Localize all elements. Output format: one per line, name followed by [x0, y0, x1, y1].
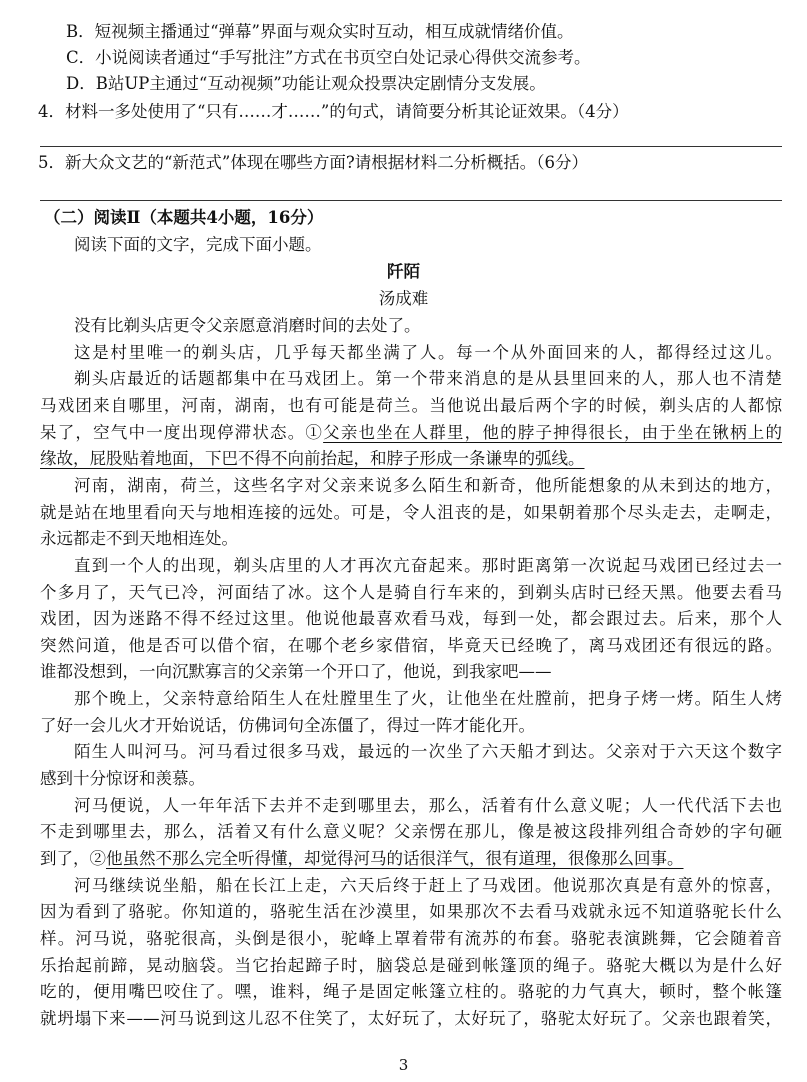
line-text: 陌生人叫河马。河马看过很多马戏，最远的一次坐了六天船才到达。父亲对于六天这个数字 — [74, 742, 782, 762]
article-line — [40, 900, 782, 924]
line-text: 永远都走不到天地相连处。 — [40, 529, 238, 549]
line-text: 因为看到了骆驼。你知道的，骆驼生活在沙漠里，如果那次不去看马戏就永远不知道骆驼长什么 — [40, 902, 782, 922]
article-line — [40, 714, 535, 738]
article-line — [40, 1007, 782, 1031]
article-line — [40, 927, 782, 951]
option-c: C．小说阅读者通过“手写批注”方式在书页空白处记录心得供交流参考。 — [66, 48, 591, 67]
article-line — [74, 474, 782, 498]
article-line — [40, 660, 552, 684]
line-text: 河马便说，人一年年活下去并不走到哪里去，那么，活着有什么意义呢；人一代代活下去也 — [74, 795, 782, 815]
article-line — [40, 421, 782, 445]
article-line — [40, 767, 205, 791]
line-text: 那个晚上，父亲特意给陌生人在灶膛里生了火，让他坐在灶膛前，把身子烤一烤。陌生人烤 — [74, 689, 782, 709]
option-d: D．B站UP主通过“互动视频”功能让观众投票决定剧情分支发展。 — [66, 74, 546, 93]
line-text: 直到一个人的出现，剃头店里的人才再次亢奋起来。那时距离第一次说起马戏团已经过去一 — [74, 555, 782, 575]
article-line — [74, 794, 782, 818]
article-line — [40, 447, 585, 471]
line-text: 个多月了，天气已冷，河面结了冰。这个人是骑自行车来的，到剃头店时已经天黑。他要去看马 — [40, 582, 782, 602]
line-text: 乐抬起前蹄，晃动脑袋。当它抬起蹄子时，脑袋总是碰到帐篷顶的绳子。骆驼大概以为是什么好 — [40, 955, 782, 975]
question-4: 4．材料一多处使用了“只有……才……”的句式，请简要分析其论证效果。（4分） — [38, 102, 629, 121]
page-number: 3 — [398, 1056, 409, 1074]
article-author: 汤成难 — [378, 289, 429, 308]
article-line — [74, 740, 782, 764]
section-instruction: 阅读下面的文字，完成下面小题。 — [74, 235, 322, 254]
article-line — [74, 874, 782, 898]
line-text: 突然问道，他是否可以借个宿，在哪个老乡家借宿，毕竟天已经晚了，离马戏团还有很远的路。 — [40, 635, 782, 655]
article-line — [40, 581, 782, 605]
answer-line-5 — [40, 200, 782, 201]
article-line — [40, 820, 782, 844]
line-text: 戏团，因为迷路不得不经过这里。他说他最喜欢看马戏，每到一处，都会跟过去。后来，那个人 — [40, 609, 782, 629]
underlined-sentence: 他虽然不那么完全听得懂，却觉得河马的话很洋气，很有道理，很像那么回事。 — [106, 849, 684, 868]
article-line — [40, 501, 782, 525]
line-text: 没有比剃头店更令父亲愿意消磨时间的去处了。 — [74, 316, 421, 335]
line-text: 谁都没想到，一向沉默寡言的父亲第一个开口了，他说，到我家吧—— — [40, 662, 552, 682]
article-line — [40, 607, 782, 631]
line-text: 不走到哪里去，那么，活着又有什么意义呢？父亲愣在那儿，像是被这段排列组合奇妙的字句砸 — [40, 822, 782, 842]
line-text: 马戏团来自哪里，河南，湖南，也有可能是荷兰。当他说出最后两个字的时候，剃头店的人都惊 — [40, 395, 782, 415]
section-heading: （二）阅读Ⅱ（本题共4小题，16分） — [44, 208, 324, 227]
line-text: 就是站在地里看向天与地相连接的远处。可是，令人沮丧的是，如果朝着那个尽头走去，走啊走， — [40, 502, 782, 522]
article-line — [40, 954, 782, 978]
line-text: 感到十分惊讶和羡慕。 — [40, 769, 205, 789]
line-text: 河马继续说坐船，船在长江上走，六天后终于赶上了马戏团。他说那次真是有意外的惊喜， — [74, 875, 782, 895]
article-line — [74, 314, 421, 338]
article-title: 阡陌 — [387, 262, 420, 281]
article-line — [74, 554, 782, 578]
article-line — [74, 341, 782, 365]
article-line — [40, 634, 782, 658]
line-text: 吃的，便用嘴巴咬住了。嘿，谁料，绳子是固定帐篷立柱的。骆驼的力气真大，顿时，整个帐篷 — [40, 982, 782, 1002]
underlined-sentence: 缘故，屁股贴着地面，下巴不得不向前抬起，和脖子形成一条谦卑的弧线。 — [40, 449, 585, 469]
line-text: 样。河马说，骆驼很高，头倒是很小，驼峰上罩着带有流苏的布套。骆驼表演跳舞，它会随着音 — [40, 928, 782, 948]
line-text: 就坍塌下来——河马说到这儿忍不住笑了，太好玩了，太好玩了，骆驼太好玩了。父亲也跟着笑， — [40, 1008, 782, 1028]
line-text: 这是村里唯一的剃头店，几乎每天都坐满了人。每一个从外面回来的人，都得经过这儿。 — [74, 342, 782, 362]
line-text: 呆了，空气中一度出现停滞状态。① — [40, 422, 324, 442]
article-line — [40, 980, 782, 1004]
question-5: 5．新大众文艺的“新范式”体现在哪些方面?请根据材料二分析概括。（6分） — [38, 153, 588, 172]
underlined-sentence: 父亲也坐在人群里，他的脖子抻得很长，由于坐在锹柄上的 — [323, 422, 783, 442]
line-text: 河南，湖南，荷兰，这些名字对父亲来说多么陌生和新奇，他所能想象的从未到达的地方， — [74, 475, 782, 495]
article-line — [40, 394, 782, 418]
answer-line-4 — [40, 146, 782, 147]
option-b: B．短视频主播通过“弹幕”界面与观众实时互动，相互成就情绪价值。 — [66, 22, 574, 41]
line-text: 剃头店最近的话题都集中在马戏团上。第一个带来消息的是从县里回来的人，那人也不清楚 — [74, 369, 782, 389]
article-line — [74, 687, 782, 711]
article-line — [40, 847, 684, 871]
line-text: 到了，② — [40, 849, 106, 868]
article-line — [40, 527, 238, 551]
line-text: 了好一会儿火才开始说话，仿佛词句全冻僵了，得过一阵才能化开。 — [40, 715, 535, 735]
article-line — [74, 367, 782, 391]
